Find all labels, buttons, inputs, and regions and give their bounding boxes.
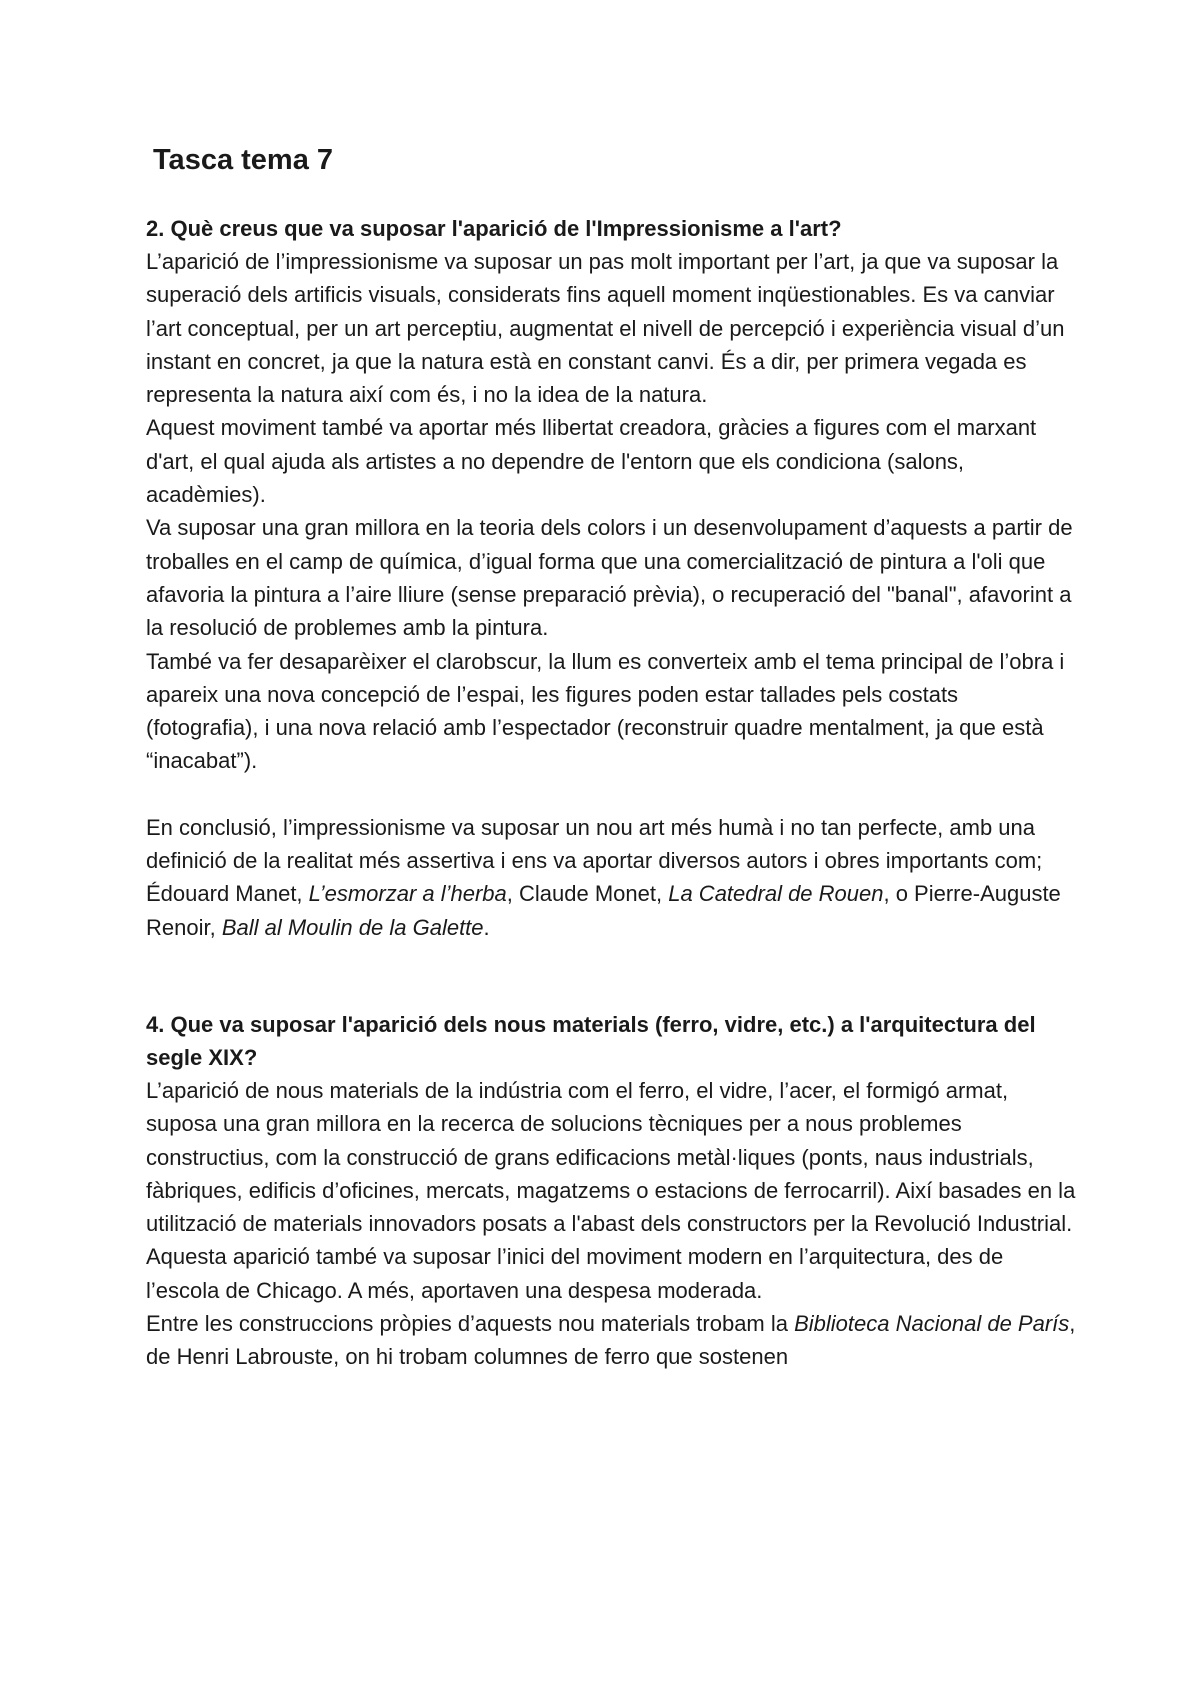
conclusion-text-4: . bbox=[483, 914, 490, 940]
question-2-paragraph-4: També va fer desaparèixer el clarobscur, la llum es converteix amb el tema principal de l’obra i apareix una nova concepció de l’espai, les figures poden estar tallades pels costats (fotografia), i una nova relació amb l’espectador (reconstruir quadre mentalment, ja que està “inacabat”). bbox=[146, 648, 1065, 774]
question-4-paragraph-2 bbox=[146, 1307, 1076, 1374]
question-2-conclusion bbox=[146, 811, 1076, 944]
paragraph-2-text-1: Entre les construccions pròpies d’aquests nou materials trobam la bbox=[146, 1311, 795, 1337]
artwork-title-monet: La Catedral de Rouen bbox=[668, 881, 884, 907]
document-page bbox=[146, 140, 1076, 1374]
artwork-title-manet: L’esmorzar a l’herba bbox=[308, 881, 507, 907]
conclusion-text-1: En conclusió, l’impressionisme va suposar un nou art més humà i no tan perfecte, amb una definició de la realitat més assertiva i ens va aportar diversos autors i obres importants com; Édouard Manet, bbox=[146, 814, 1043, 907]
question-2-paragraph-2: Aquest moviment també va aportar més llibertat creadora, gràcies a figures com el marxant d'art, el qual ajuda als artistes a no dependre de l'entorn que els condiciona (salons, acadèmies). bbox=[146, 415, 1037, 508]
conclusion-text-3: , o Pierre-Auguste Renoir, bbox=[146, 881, 1061, 940]
question-2-paragraph-1: L’aparició de l’impressionisme va suposar un pas molt important per l’art, ja que va suposar la superació dels artificis visuals, considerats fins aquell moment inqüestionables. Es va canviar l’art conceptual, per un art perceptiu, augmentat el nivell de percepció i experiència visual d’un instant en concret, ja que la natura està en constant canvi. És a dir, per primera vegada es representa la natura així com és, i no la idea de la natura. bbox=[146, 249, 1065, 408]
artwork-title-renoir: Ball al Moulin de la Galette bbox=[221, 914, 484, 940]
question-2-heading: 2. Què creus que va suposar l'aparició de l'Impressionisme a l'art? bbox=[146, 216, 842, 241]
document-title: Tasca tema 7 bbox=[153, 144, 334, 176]
building-title-biblioteca: Biblioteca Nacional de París bbox=[794, 1311, 1070, 1337]
paragraph-2-text-2: , de Henri Labrouste, on hi trobam columnes de ferro que sostenen bbox=[146, 1311, 1076, 1370]
conclusion-text-2: , Claude Monet, bbox=[506, 881, 669, 907]
question-4-heading: 4. Que va suposar l'aparició dels nous materials (ferro, vidre, etc.) a l'arquitectura del segle XIX? bbox=[146, 1011, 1036, 1070]
question-2-paragraph-3: Va suposar una gran millora en la teoria dels colors i un desenvolupament d’aquests a partir de troballes en el camp de química, d’igual forma que una comercialització de pintura a l'oli que afavoria la pintura a l’aire lliure (sense preparació prèvia), o recuperació del "banal", afavorint a la resolució de problemes amb la pintura. bbox=[146, 515, 1073, 641]
question-4-paragraph-1: L’aparició de nous materials de la indústria com el ferro, el vidre, l’acer, el formigó armat, suposa una gran millora en la recerca de solucions tècniques per a nous problemes constructius, com la construcció de grans edificacions metàl·liques (ponts, naus industrials, fàbriques, edificis d’oficines, mercats, magatzems o estacions de ferrocarril). Així basades en la utilització de materials innovadors posats a l'abast dels constructors per la Revolució Industrial. Aquesta aparició també va suposar l’inici del moviment modern en l’arquitectura, des de l’escola de Chicago. A més, aportaven una despesa moderada. bbox=[146, 1077, 1076, 1303]
